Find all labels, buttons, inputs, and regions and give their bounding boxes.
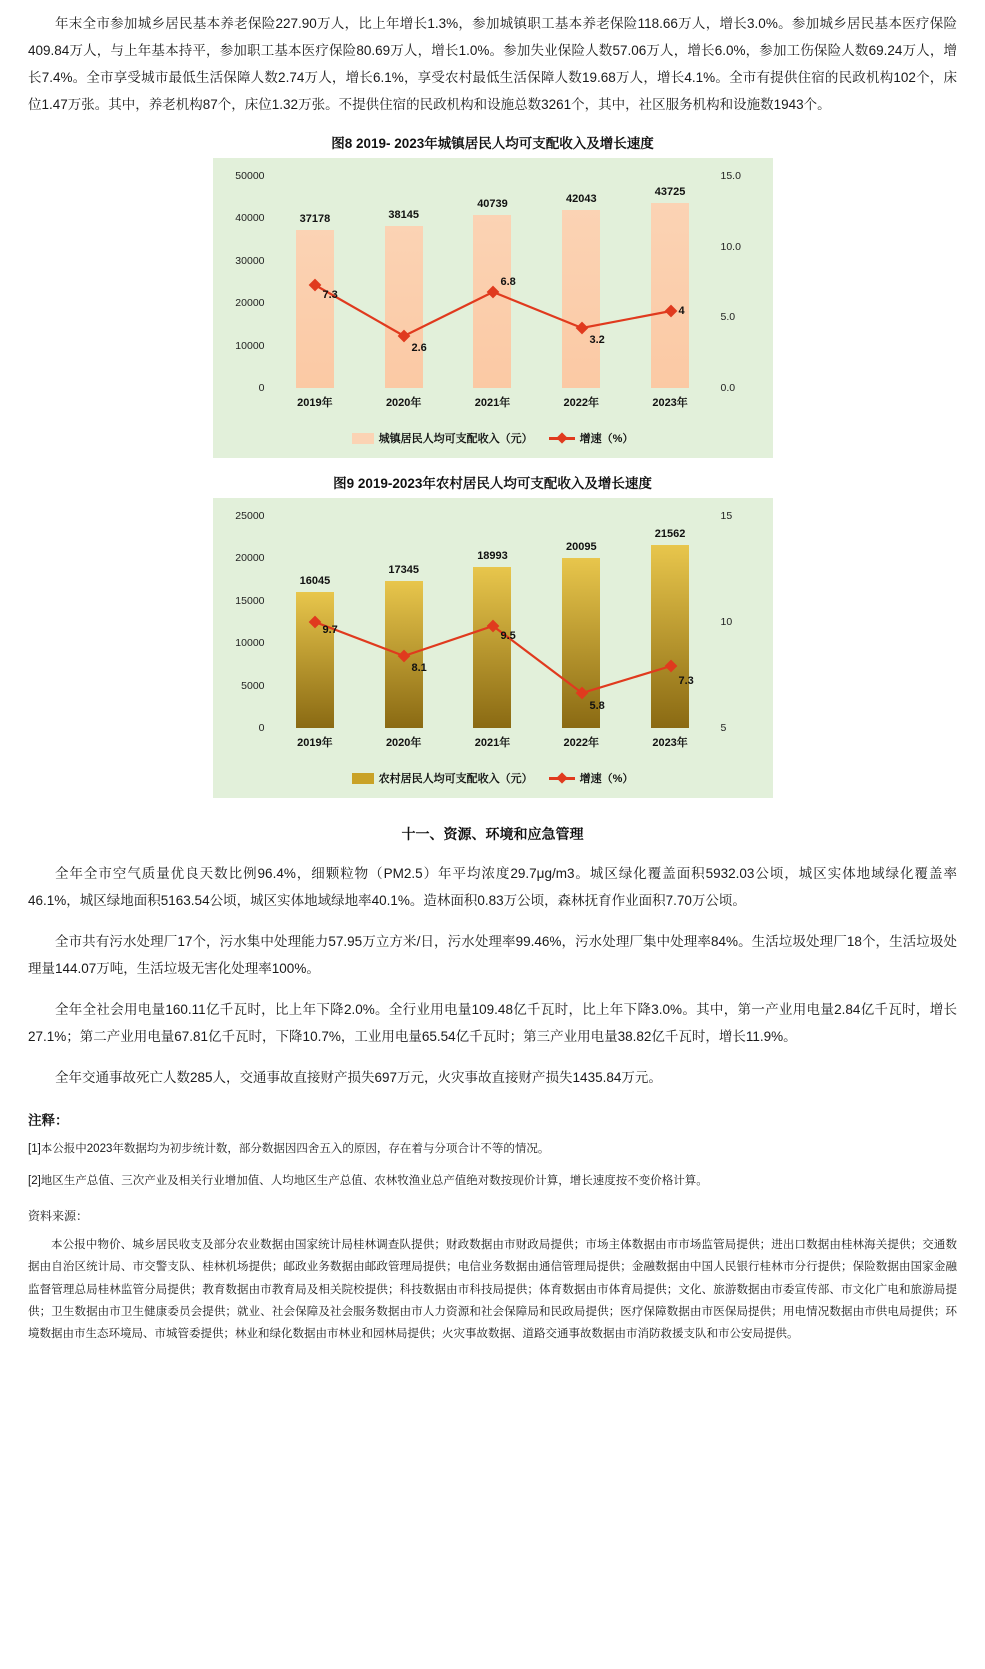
legend-label: 增速（%） [579, 773, 634, 785]
figure9-growth-line [271, 516, 715, 728]
y-tick-right: 5 [720, 722, 727, 734]
y-tick: 25000 [235, 510, 265, 522]
figure8-plot [271, 176, 715, 388]
legend-item-line [549, 430, 634, 446]
bar-value-label: 18993 [477, 549, 508, 562]
line-value-label: 3.2 [589, 334, 605, 346]
y-tick-right: 5.0 [720, 311, 736, 324]
bar-value-label: 38145 [388, 209, 419, 222]
y-tick: 15000 [235, 594, 265, 607]
bar-value-label: 17345 [388, 563, 419, 576]
x-tick: 2022年 [563, 397, 600, 409]
bar-value-label: 43725 [654, 185, 686, 198]
legend-label: 农村居民人均可支配收入（元） [378, 773, 533, 785]
y-tick: 40000 [235, 212, 265, 225]
figure9-y-axis-right [717, 510, 773, 734]
y-tick: 20000 [235, 297, 265, 310]
y-tick: 50000 [235, 170, 265, 182]
line-value-label: 6.8 [500, 276, 516, 288]
x-tick: 2023年 [652, 397, 688, 409]
x-tick: 2021年 [474, 737, 511, 749]
x-tick: 2021年 [474, 397, 511, 409]
y-tick: 5000 [241, 679, 265, 692]
figure8-chart-wrap [0, 158, 985, 458]
x-tick: 2022年 [563, 737, 600, 749]
y-tick: 10000 [235, 637, 265, 650]
line-value-label: 7.3 [322, 289, 338, 301]
figure8-y-axis-left [213, 170, 269, 394]
y-tick: 0 [258, 722, 265, 734]
x-tick: 2020年 [385, 397, 422, 409]
x-tick: 2020年 [385, 737, 422, 749]
note-item-2: [2]地区生产总值、三次产业及相关行业增加值、人均地区生产总值、农林牧渔业总产值绝对数按现价计算，增长速度按不变价格计算。 [28, 1174, 708, 1187]
figure9-y-axis-left [213, 510, 269, 734]
line-value-label: 4 [678, 305, 685, 317]
y-tick-right: 0.0 [720, 382, 736, 394]
bar-value-label: 20095 [565, 540, 597, 553]
paragraph-accidents: 全年交通事故死亡人数285人，交通事故直接财产损失697万元，火灾事故直接财产损失1435.84万元。 [55, 1070, 662, 1085]
bar-value-label: 16045 [299, 574, 331, 587]
figure8-legend [213, 430, 773, 446]
section-title: 十一、资源、环境和应急管理 [401, 826, 584, 842]
x-tick: 2019年 [297, 397, 333, 409]
figure8-x-labels [271, 394, 715, 414]
document-page [0, 10, 985, 1669]
source-body: 本公报中物价、城乡居民收支及部分农业数据由国家统计局桂林调查队提供；财政数据由市财政局提供；市场主体数据由市市场监管局提供；进出口数据由桂林海关提供；交通数据由自治区统计局、市交警支队、桂林机场提供；邮政业务数据由邮政管理局提供；电信业务数据由通信管理局提供；金融数据由中国人民银行桂林市分行提供；保险数据由国家金融监督管理总局桂林监管分局提供；教育数据由市教育局及相关院校提供；科技数据由市科技局提供；体育数据由市体育局提供；文化、旅游数据由市委宣传部、市文化广电和旅游局提供；卫生数据由市卫生健康委员会提供；就业、社会保障及社会服务数据由市人力资源和社会保障局和民政局提供；医疗保障数据由市医保局提供；用电情况数据由市供电局提供；环境数据由市生态环境局、市城管委提供；林业和绿化数据由市林业和园林局提供；火灾事故数据、道路交通事故数据由市消防救援支队和市公安局提供。 [28, 1238, 957, 1341]
figure9-plot [271, 516, 715, 728]
line-value-label: 9.7 [322, 624, 338, 636]
legend-label: 城镇居民人均可支配收入（元） [378, 433, 533, 445]
line-value-label: 7.3 [678, 675, 694, 687]
figure8-growth-line [271, 176, 715, 388]
legend-item-bar [352, 770, 533, 786]
legend-label: 增速（%） [579, 433, 634, 445]
bar-value-label: 21562 [654, 528, 686, 541]
y-tick: 0 [258, 382, 265, 394]
x-tick: 2023年 [652, 737, 688, 749]
y-tick: 30000 [235, 254, 265, 267]
bar-value-label: 37178 [299, 213, 331, 226]
source-title: 资料来源： [28, 1208, 89, 1223]
bar-value-label: 42043 [565, 192, 597, 205]
bar-value-label: 40739 [477, 198, 508, 211]
figure9-chart [213, 498, 773, 798]
line-value-label: 5.8 [589, 700, 605, 712]
figure9-x-labels [271, 734, 715, 754]
line-value-label: 2.6 [411, 342, 427, 354]
figure9-legend [213, 770, 773, 786]
paragraph-electricity: 全年全社会用电量160.11亿千瓦时，比上年下降2.0%。全行业用电量109.48亿千瓦时，比上年下降3.0%。其中，第一产业用电量2.84亿千瓦时，增长27.1%；第二产业用电量67.81亿千瓦时，下降10.7%，工业用电量65.54亿千瓦时；第三产业用电量38.82亿千瓦时，增长11.9%。 [28, 1002, 957, 1044]
paragraph-social-security: 年末全市参加城乡居民基本养老保险227.90万人，比上年增长1.3%，参加城镇职工基本养老保险118.66万人，增长3.0%。参加城乡居民基本医疗保险409.84万人，与上年基本持平，参加职工基本医疗保险80.69万人，增长1.0%。参加失业保险人数57.06万人，增长6.0%，参加工伤保险人数69.24万人，增长7.4%。全市享受城市最低生活保障人数2.74万人，增长6.1%，享受农村最低生活保障人数19.68万人，增长4.1%。全市有提供住宿的民政机构102个，床位1.47万张。其中，养老机构87个，床位1.32万张。不提供住宿的民政机构和设施总数3261个，其中，社区服务机构和设施数1943个。 [28, 16, 957, 112]
y-tick-right: 10 [720, 616, 733, 628]
legend-swatch-icon [352, 433, 374, 444]
figure9-chart-wrap [0, 498, 985, 798]
paragraph-sewage-waste: 全市共有污水处理厂17个，污水集中处理能力57.95万立方米/日，污水处理率99.46%，污水处理厂集中处理率84%。生活垃圾处理厂18个，生活垃圾处理量144.07万吨，生活垃圾无害化处理率100%。 [28, 934, 957, 976]
y-tick: 10000 [235, 339, 265, 352]
x-tick: 2019年 [297, 737, 333, 749]
figure9-title: 图9 2019-2023年农村居民人均可支配收入及增长速度 [333, 476, 652, 491]
notes-title: 注释： [28, 1113, 69, 1128]
legend-line-icon [549, 777, 575, 780]
line-value-label: 8.1 [411, 662, 427, 674]
legend-item-line [549, 770, 634, 786]
legend-swatch-icon [352, 773, 374, 784]
legend-item-bar [352, 430, 533, 446]
y-tick-right: 15.0 [720, 170, 741, 182]
paragraph-environment-air: 全年全市空气质量优良天数比例96.4%，细颗粒物（PM2.5）年平均浓度29.7μg/m3。城区绿化覆盖面积5932.03公顷，城区实体地域绿化覆盖率46.1%，城区绿地面积5163.54公顷，城区实体地域绿地率40.1%。造林面积0.83万公顷，森林抚育作业面积7.70万公顷。 [28, 866, 957, 908]
figure8-y-axis-right [717, 170, 773, 394]
y-tick-right: 15 [720, 510, 733, 522]
line-value-label: 9.5 [500, 630, 516, 642]
y-tick: 20000 [235, 552, 265, 565]
y-tick-right: 10.0 [720, 240, 741, 253]
figure8-chart [213, 158, 773, 458]
figure8-title: 图8 2019- 2023年城镇居民人均可支配收入及增长速度 [331, 136, 654, 151]
legend-line-icon [549, 437, 575, 440]
note-item-1: [1]本公报中2023年数据均为初步统计数，部分数据因四舍五入的原因，存在着与分项合计不等的情况。 [28, 1143, 550, 1155]
